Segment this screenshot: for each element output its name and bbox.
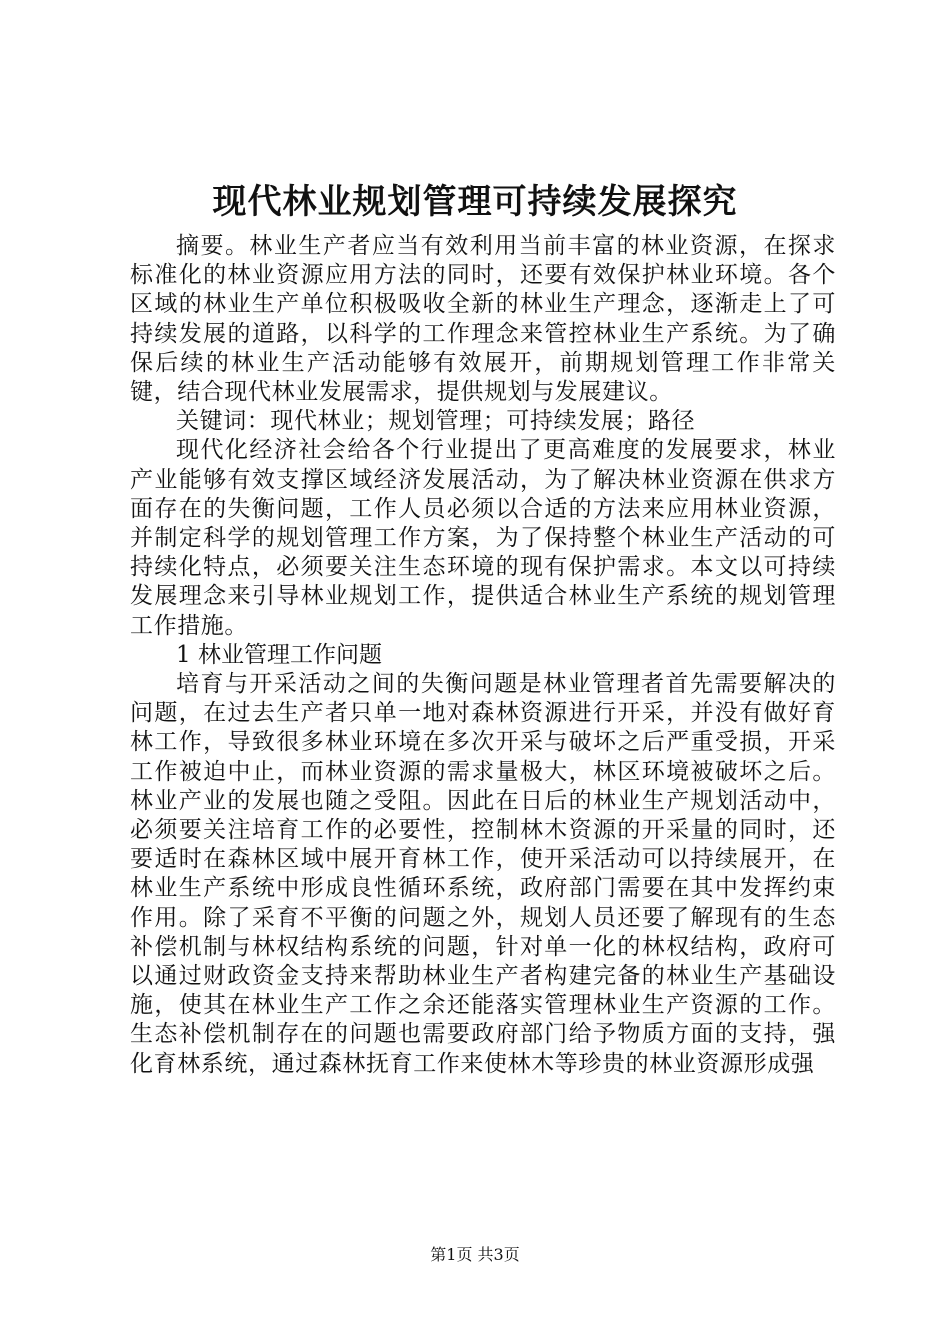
abstract-paragraph: 摘要。林业生产者应当有效利用当前丰富的林业资源，在探求标准化的林业资源应用方法的同时，还要有效保护林业环境。各个区域的林业生产单位积极吸收全新的林业生产理念，逐渐走上了可持续发展的道路，以科学的工作理念来管控林业生产系统。为了确保后续的林业生产活动能够有效展开，前期规划管理工作非常关键，结合现代林业发展需求，提供规划与发展建议。	[130, 233, 836, 406]
section-heading: 1 林业管理工作问题	[176, 641, 382, 668]
document-body	[130, 232, 836, 1079]
page-number: 第1页 共3页	[430, 1245, 520, 1264]
section-paragraph: 培育与开采活动之间的失衡问题是林业管理者首先需要解决的问题，在过去生产者只单一地对森林资源进行开采，并没有做好育林工作，导致很多林业环境在多次开采与破坏之后严重受损，开采工作被迫中止，而林业资源的需求量极大，林区环境被破坏之后。林业产业的发展也随之受阻。因此在日后的林业生产规划活动中，必须要关注培育工作的必要性，控制林木资源的开采量的同时，还要适时在森林区域中展开育林工作，使开采活动可以持续展开，在林业生产系统中形成良性循环系统，政府部门需要在其中发挥约束作用。除了采育不平衡的问题之外，规划人员还要了解现有的生态补偿机制与林权结构系统的问题，针对单一化的林权结构，政府可以通过财政资金支持来帮助林业生产者构建完备的林业生产基础设施，使其在林业生产工作之余还能落实管理林业生产资源的工作。生态补偿机制存在的问题也需要政府部门给予物质方面的支持，强化育林系统，通过森林抚育工作来使林木等珍贵的林业资源形成强	[130, 671, 836, 1077]
intro-paragraph: 现代化经济社会给各个行业提出了更高难度的发展要求，林业产业能够有效支撑区域经济发展活动，为了解决林业资源在供求方面存在的失衡问题，工作人员必须以合适的方法来应用林业资源，并制定科学的规划管理工作方案，为了保持整个林业生产活动的可持续化特点，必须要关注生态环境的现有保护需求。本文以可持续发展理念来引导林业规划工作，提供适合林业生产系统的规划管理工作措施。	[130, 437, 836, 639]
keywords-paragraph: 关键词：现代林业；规划管理；可持续发展；路径	[176, 408, 696, 435]
page-title: 现代林业规划管理可持续发展探究	[212, 182, 738, 222]
